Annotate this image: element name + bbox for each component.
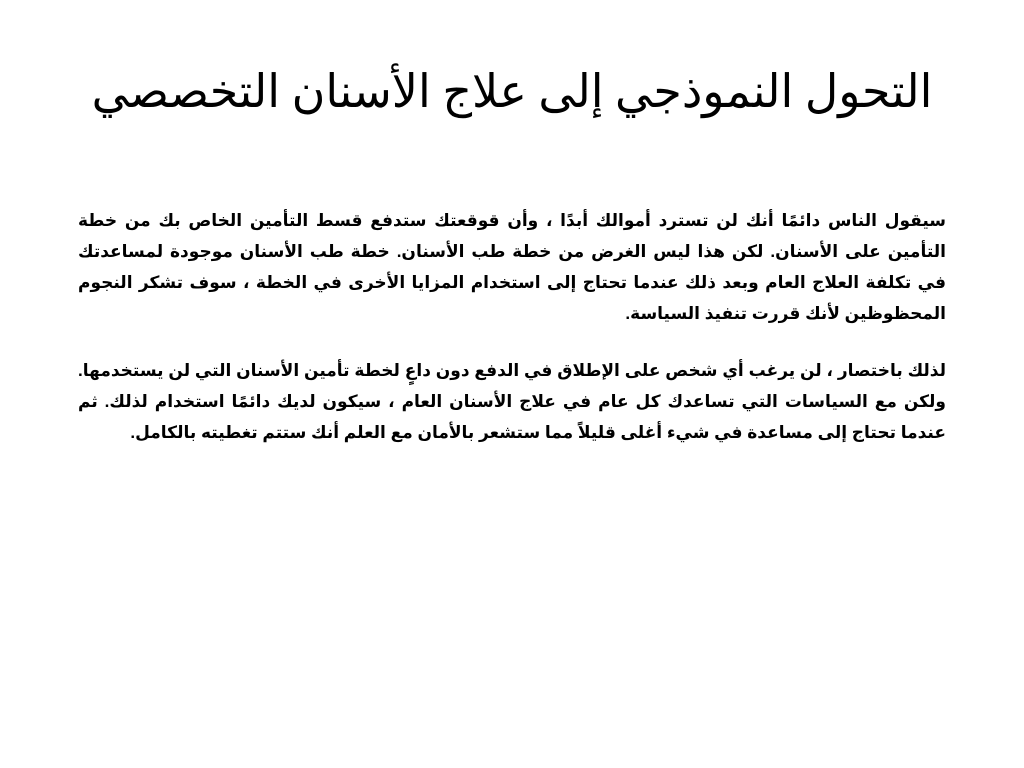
body-paragraph-2: لذلك باختصار ، لن يرغب أي شخص على الإطلاق في الدفع دون داعٍ لخطة تأمين الأسنان التي لن يستخدمها. ولكن مع السياسات التي تساعدك كل عام في علاج الأسنان العام ، سيكون لديك دائمًا استخدام لذلك. ثم عندما تحتاج إلى مساعدة في شيء أغلى قليلاً مما ستشعر بالأمان مع العلم أنك ستتم تغطيته بالكامل. [78, 361, 946, 442]
slide-title: التحول النموذجي إلى علاج الأسنان التخصصي [91, 66, 933, 117]
slide-body [78, 205, 946, 474]
body-paragraph-1: سيقول الناس دائمًا أنك لن تسترد أموالك أبدًا ، وأن قوقعتك ستدفع قسط التأمين الخاص بك من خطة التأمين على الأسنان. لكن هذا ليس الغرض من خطة طب الأسنان. خطة طب الأسنان موجودة لمساعدتك في تكلفة العلاج العام وبعد ذلك عندما تحتاج إلى استخدام المزايا الأخرى في الخطة ، سوف تشكر النجوم المحظوظين لأنك قررت تنفيذ السياسة. [78, 211, 946, 323]
